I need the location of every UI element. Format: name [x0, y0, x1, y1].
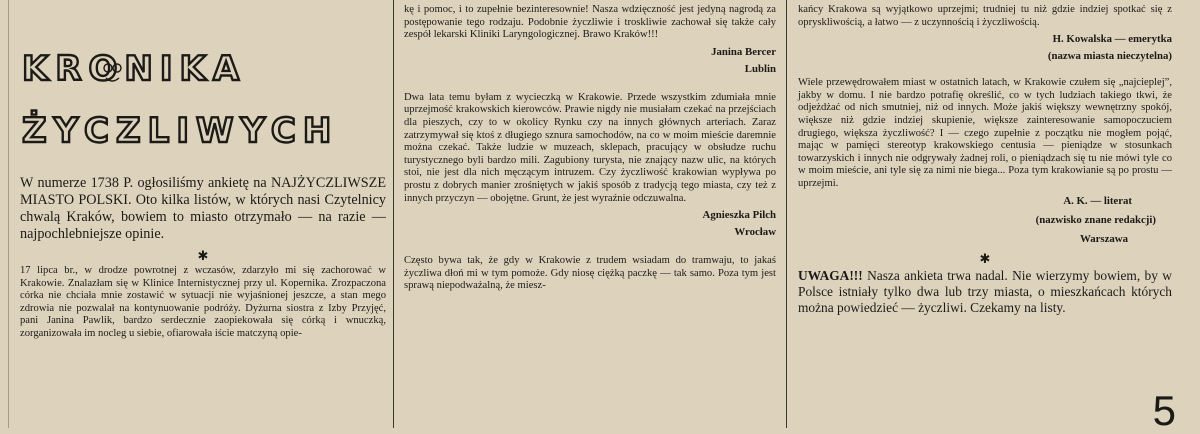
- signature-kowalska-name: H. Kowalska — emerytka: [1052, 33, 1172, 46]
- signature-bercer-name: Janina Bercer: [711, 45, 776, 58]
- letter-kowalska: kańcy Krakowa są wyjątkowo uprzejmi; trudniej tu niż gdzie indziej spotkać się z opryskliwością, a łatwo — z uczynnością i życzliwością.: [798, 4, 1172, 28]
- notice-uwaga: [798, 268, 1172, 317]
- signature-ak-name: A. K. — literat: [1063, 194, 1132, 207]
- lead-paragraph: [20, 175, 386, 243]
- notice-uwaga-label: UWAGA!!!: [798, 267, 863, 283]
- masthead-lettering: [20, 42, 360, 160]
- letter-pawlik: 17 lipca br., w drodze powrotnej z wczasów, zdarzyło mi się zachorować w Krakowie. Znalazłam się w Klinice Internistycznej przy ul. Kopernika. Zrozpaczona córka nie chciała mnie zostawić w sytuacji nie wyjaśnionej jeszcze, a stan mego zdrowia nie pozwalał na kontynuowanie podróży. Dyżurna siostra z Izby Przyjęć, pani Janina Pawlik, bardzo serdecznie zaopiekowała się córką i wnuczką, zorganizowała im nocleg u siebie, ofiarowała iście matczyną opie-: [20, 265, 386, 339]
- signature-ak-city: Warszawa: [1080, 232, 1128, 245]
- notice-uwaga-text: Nasza ankieta trwa nadal. Nie wierzymy bowiem, by w Polsce istniały tylko dwa lub trzy miasta, o mieszkańcach których można powiedzieć — życzliwi. Czekamy na listy.: [798, 267, 1172, 315]
- column-rule-0: [8, 0, 9, 428]
- signature-ak-note: (nazwisko znane redakcji): [1035, 213, 1156, 226]
- separator-star-2: ✱: [979, 250, 991, 266]
- signature-bercer-city: Lublin: [744, 62, 776, 75]
- masthead: [20, 42, 360, 160]
- signature-pilch-city: Wrocław: [734, 226, 776, 239]
- column-1: [20, 175, 386, 347]
- letter-ak: Wiele przewędrowałem miast w ostatnich latach, w Krakowie czułem się „najcieplej”, jakby w domu. I nie bardzo potrafię określić, co w tych ludziach takiego tkwi, że odjeżdżać od nich smutniej, niż od innych. Może jakiś większy wewnętrzny spokój, większe niż gdzie indziej skupienie, większe zainteresowanie samopoczuciem drugiego, większa życzliwość? I — czego zupełnie z początku nie mogłem pojąć, mając w pamięci stereotyp krakowskiego centusia — pieniądze w stosunkach towarzyskich i innych nie odgrywały żadnej roli, o pieniądzach się tu nie mówi tyle co w moim mieście, ani tyle się za nimi nie biega... Poza tym krakowianie są po prostu — uprzejmi.: [798, 77, 1172, 189]
- signature-pilch-name: Agnieszka Pilch: [702, 209, 776, 222]
- signature-kowalska-note: (nazwa miasta nieczytelna): [1047, 50, 1172, 63]
- letter-bercer: kę i pomoc, i to zupełnie bezinteresownie! Nasza wdzięczność jest jedyną nagrodą za postępowanie tego rodzaju. Podobnie życzliwie i troskliwie zachował się także cały zespół lekarski Kliniki Laryngologicznej. Brawo Kraków!!!: [404, 4, 776, 41]
- letter-tram: Często bywa tak, że gdy w Krakowie z trudem wsiadam do tramwaju, to jakaś życzliwa dłoń mi w tym pomoże. Gdy niosę ciężką paczkę — tak samo. Poza tym jest sprawą niepodważalną, że miesz-: [404, 255, 776, 292]
- masthead-line1: KRONIKA: [22, 49, 247, 89]
- separator-star: ✱: [197, 248, 209, 263]
- lead-text: W numerze 1738 P. ogłosiliśmy ankietę na NAJŻYCZLIWSZE MIASTO POLSKI. Oto kilka listów, w których nasi Czytelnicy chwalą Kraków, bowiem to miasto otrzymało — na razie — najpochlebniejsze opinie.: [20, 175, 386, 242]
- column-3: [798, 4, 1172, 322]
- column-rule-2: [786, 0, 787, 428]
- column-rule-1: [393, 0, 394, 428]
- column-2: [404, 4, 776, 299]
- masthead-line2: ŻYCZLIWYCH: [22, 111, 339, 151]
- letter-pilch: Dwa lata temu byłam z wycieczką w Krakowie. Przede wszystkim zdumiała mnie uprzejmość krakowskich kierowców. Prawie nigdy nie musiałam czekać na przejściach dla pieszych, czy to w okolicy Rynku czy na innych głównych arteriach. Zaraz zatrzymywał się ktoś z długiego sznura samochodów, na co w moim mieście daremnie można czekać. Także ludzie w muzeach, sklepach, pracujący w obsłudze ruchu turystycznego byli bardzo mili. Zagubiony turysta, nie znający nazw ulic, na których stoi, nie jest dla nich męczącym intruzem. Czy życzliwość krakowian wypływa po prostu z dobrych manier zrośniętych w jakiś sposób z tradycją tego miasta, czy też z innych przyczyn — obojętne. Grunt, że jest wyraźnie odczuwalna.: [404, 91, 776, 204]
- page-number: 5: [1152, 387, 1176, 434]
